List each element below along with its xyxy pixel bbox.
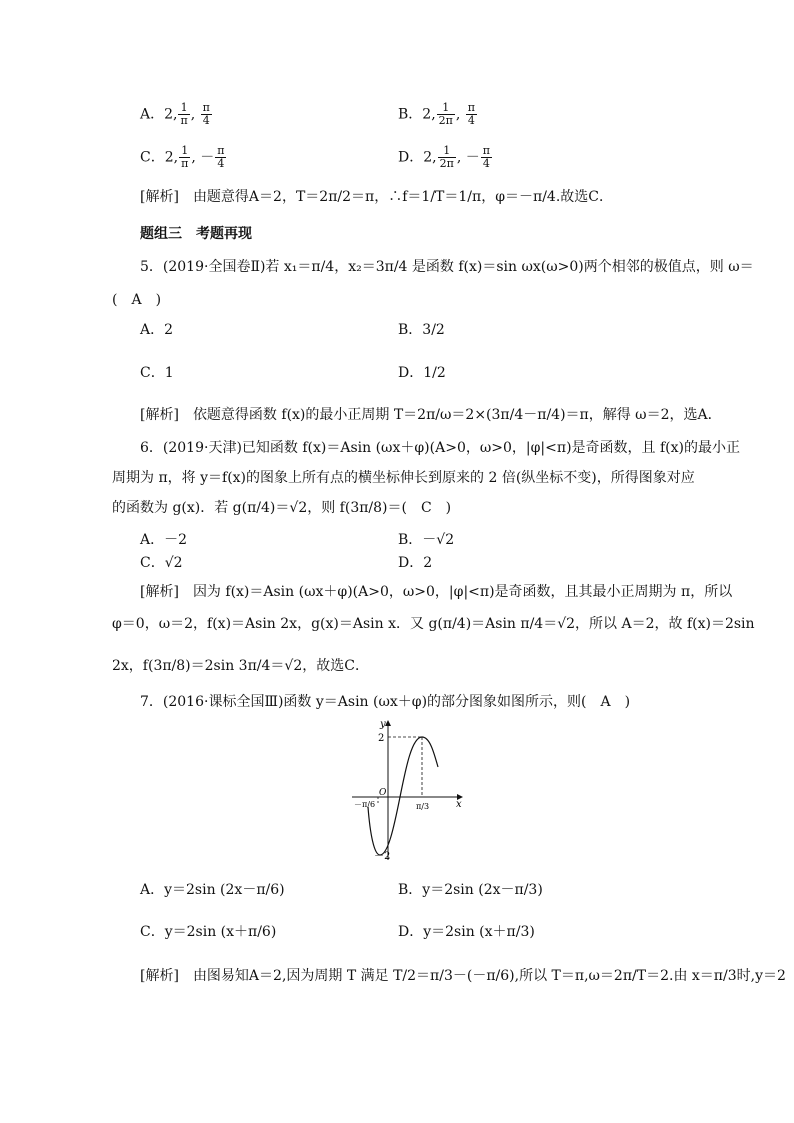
q6-stem-3: 的函数为 g(x)．若 g(π/4)＝√2，则 f(3π/8)＝( C ) (112, 500, 452, 516)
origin-label: O (379, 788, 387, 798)
q5-option-c: C．1 (140, 365, 174, 381)
q6-option-d: D．2 (398, 555, 433, 571)
q7-option-d: D．y＝2sin (x＋π/3) (398, 924, 535, 940)
q6-analysis-2: φ＝0，ω＝2，f(x)＝Asin 2x，g(x)＝Asin x．又 g(π/4)＝Asin π/4＝√2，所以 A＝2，故 f(x)＝2sin (112, 616, 755, 632)
q7-analysis: [解析] 由图易知A＝2,因为周期 T 满足 T/2＝π/3－(－π/6),所以 T＝π,ω＝2π/T＝2.由 x＝π/3时,y＝2 (140, 968, 786, 984)
q6-analysis-1: [解析] 因为 f(x)＝Asin (ωx＋φ)(A>0，ω>0，|φ|<π)是奇函数，且其最小正周期为 π，所以 (140, 584, 733, 600)
q6-analysis-3: 2x，f(3π/8)＝2sin 3π/4＝√2，故选C． (112, 658, 369, 674)
x-axis-label: x (456, 799, 462, 810)
q7-sine-graph (350, 715, 470, 865)
q5-answer: ( A ) (112, 292, 162, 308)
q5-analysis: [解析] 依题意得函数 f(x)的最小正周期 T＝2π/ω＝2×(3π/4－π/4)＝π，解得 ω＝2，选A． (140, 407, 722, 423)
q4-option-b: B．2, $\frac{1}{2\pi}$ , $\frac{\pi}{4}$ (398, 101, 476, 127)
q4-analysis: [解析] 由题意得A＝2，T＝2π/2＝π，∴f＝1/T＝1/π，φ＝－π/4.故选C． (140, 189, 613, 205)
q6-option-b: B．－√2 (398, 532, 455, 548)
q5-option-d: D．1/2 (398, 365, 446, 381)
q4-option-a: A．2, $\frac{1}{\pi}$ , $\frac{\pi}{4}$ (140, 101, 210, 127)
x-left-label: －π/6 (354, 800, 376, 809)
y-axis-label: y (380, 719, 386, 730)
q7-option-c: C．y＝2sin (x＋π/6) (140, 924, 277, 940)
q6-option-c: C．√2 (140, 555, 183, 571)
q7-option-a: A．y＝2sin (2x－π/6) (140, 882, 285, 898)
group-title: 题组三 考题再现 (140, 226, 252, 242)
q7-option-b: B．y＝2sin (2x－π/3) (398, 882, 543, 898)
q6-stem-2: 周期为 π，将 y＝f(x)的图象上所有点的横坐标伸长到原来的 2 倍(纵坐标不变)，所得图象对应 (112, 470, 695, 486)
q5-stem: 5．(2019·全国卷Ⅱ)若 x₁＝π/4，x₂＝3π/4 是函数 f(x)＝sin ωx(ω>0)两个相邻的极值点，则 ω＝ (140, 259, 754, 275)
q6-option-a: A．－2 (140, 532, 188, 548)
y-min-label: －2 (374, 851, 391, 862)
q7-stem: 7．(2016·课标全国Ⅲ)函数 y＝Asin (ωx＋φ)的部分图象如图所示，则( A ) (140, 694, 631, 710)
q5-option-b: B．3/2 (398, 322, 445, 338)
q5-option-a: A．2 (140, 322, 174, 338)
q6-stem-1: 6．(2019·天津)已知函数 f(x)＝Asin (ωx＋φ)(A>0，ω>0，|φ|<π)是奇函数，且 f(x)的最小正 (140, 440, 740, 456)
y-max-label: 2 (378, 733, 385, 744)
q4-option-d: D．2, $\frac{1}{2\pi}$ , － $\frac{\pi}{4}$ (398, 144, 490, 170)
x-right-label: π/3 (416, 802, 430, 811)
q4-option-c: C．2, $\frac{1}{\pi}$ , － $\frac{\pi}{4}$ (140, 144, 225, 170)
